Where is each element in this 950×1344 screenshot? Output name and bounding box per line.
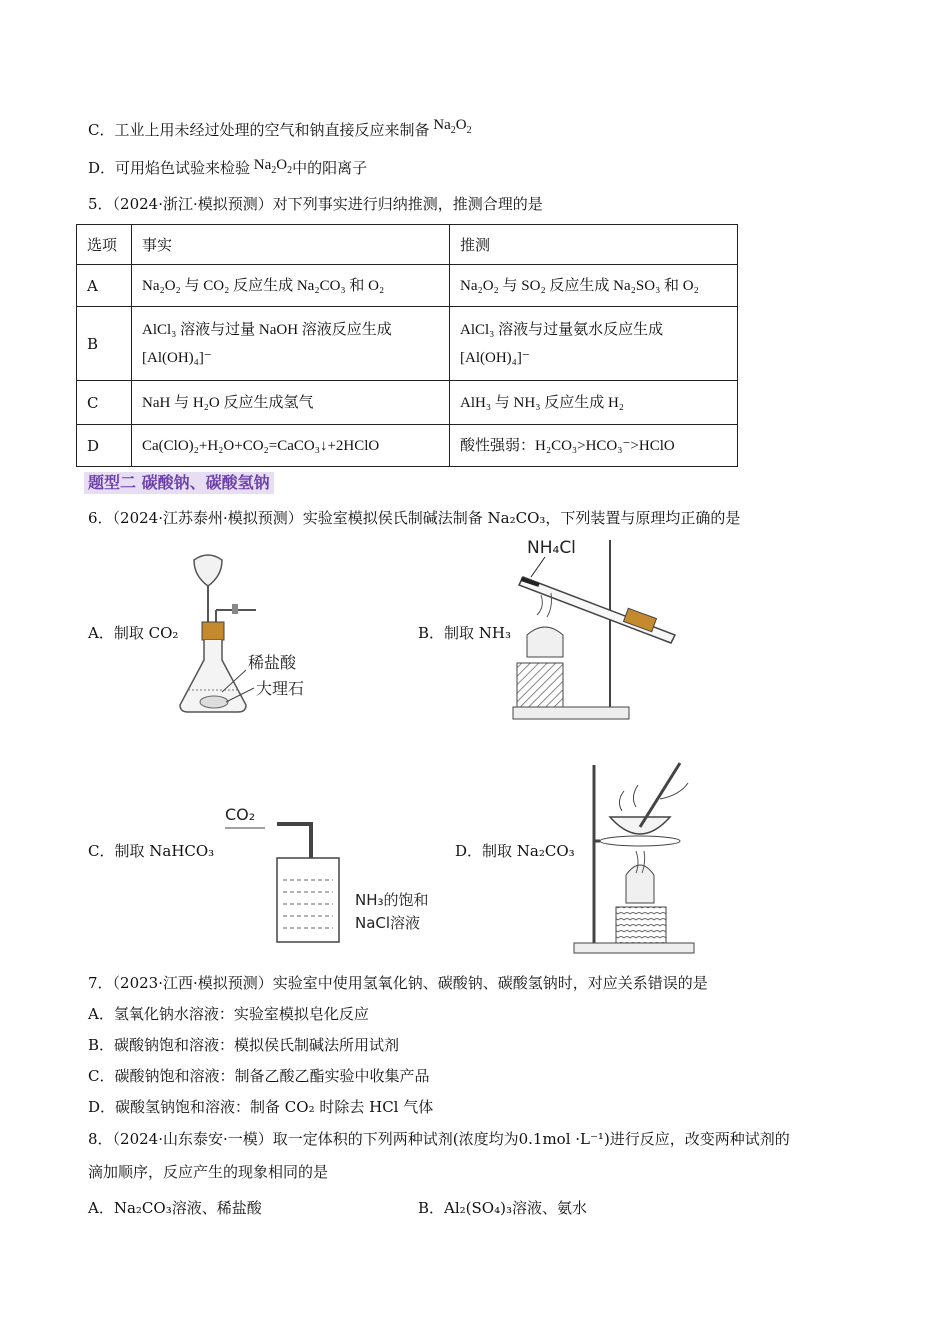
fig-c-label-co2: CO₂	[225, 805, 256, 824]
table-header-cell: 推测	[450, 225, 738, 265]
stand-base-icon	[574, 943, 694, 953]
wooden-block-icon	[616, 907, 666, 943]
q7-option-a: A．氢氧化钠水溶液：实验室模拟皂化反应	[88, 1005, 369, 1023]
table-cell-fact: AlCl₃ 溶液与过量 NaOH 溶液反应生成 [Al(OH)₄]⁻	[132, 307, 450, 381]
q8-stem-line2: 滴加顺序，反应产生的现象相同的是	[88, 1163, 329, 1181]
q8-option-a: A．Na₂CO₃溶液、稀盐酸	[88, 1199, 262, 1217]
q5-table	[76, 224, 738, 467]
table-cell-fact: NaH 与 H₂O 反应生成氢气	[132, 381, 450, 425]
fig-a-label-marble: 大理石	[256, 679, 305, 698]
table-cell-guess: AlH₃ 与 NH₃ 反应生成 H₂	[450, 381, 738, 425]
na2o2-formula: $Na_2O_2$	[250, 157, 293, 176]
ring-support-icon	[600, 836, 680, 846]
q6-option-c: C．制取 NaHCO₃	[88, 842, 215, 860]
na2o2-formula: $Na_2O_2$	[429, 117, 472, 136]
co2-generator-figure	[170, 550, 330, 720]
table-cell-guess: Na₂O₂ 与 SO₂ 反应生成 Na₂SO₃ 和 O₂	[450, 265, 738, 307]
table-row	[77, 381, 738, 425]
stand-base-icon	[513, 707, 629, 719]
q8-stem-line1: 8．（2024·山东泰安·一模）取一定体积的下列两种试剂(浓度均为0.1mol ·L⁻¹)进行反应，改变两种试剂的	[88, 1130, 790, 1148]
table-row	[77, 307, 738, 381]
q4-option-c-text: C．工业上用未经过处理的空气和钠直接反应来制备	[88, 121, 430, 139]
table-cell-opt: C	[77, 381, 132, 425]
q6-option-d: D．制取 Na₂CO₃	[455, 842, 575, 860]
q6-option-b: B．制取 NH₃	[418, 624, 512, 642]
table-row	[77, 425, 738, 467]
q6-option-a: A．制取 CO₂	[88, 624, 179, 642]
nh3-heating-figure	[505, 535, 685, 725]
q4-option-d-suffix: 中的阳离子	[292, 159, 368, 177]
q7-option-d: D．碳酸氢钠饱和溶液：制备 CO₂ 时除去 HCl 气体	[88, 1098, 434, 1116]
q6-stem: 6．（2024·江苏泰州·模拟预测）实验室模拟侯氏制碱法制备 Na₂CO₃，下列装置与原理均正确的是	[88, 509, 741, 527]
fig-c-label-1: NH₃的饱和	[355, 891, 429, 909]
q4-option-d	[88, 158, 367, 185]
table-cell-fact: Na₂O₂ 与 CO₂ 反应生成 Na₂CO₃ 和 O₂	[132, 265, 450, 307]
table-header-cell: 选项	[77, 225, 132, 265]
marble-icon	[200, 696, 228, 708]
q4-option-c	[88, 117, 472, 147]
table-cell-fact: Ca(ClO)₂+H₂O+CO₂=CaCO₃↓+2HClO	[132, 425, 450, 467]
q4-option-d-prefix: D．可用焰色试验来检验	[88, 159, 251, 177]
alcohol-lamp-icon	[626, 865, 654, 903]
q5-stem: 5．（2024·浙江·模拟预测）对下列事实进行归纳推测，推测合理的是	[88, 195, 543, 213]
q8-option-b: B．Al₂(SO₄)₃溶液、氨水	[418, 1199, 587, 1217]
funnel-bulb-icon	[194, 555, 222, 586]
na2co3-heating-figure	[570, 755, 710, 960]
table-cell-opt: A	[77, 265, 132, 307]
table-header-row	[77, 225, 738, 265]
q7-option-b: B．碳酸钠饱和溶液：模拟侯氏制碱法所用试剂	[88, 1036, 400, 1054]
table-cell-guess: 酸性强弱：H₂CO₃>HCO₃⁻>HClO	[450, 425, 738, 467]
section-title: 题型二 碳酸钠、碳酸氢钠	[84, 472, 274, 494]
table-row	[77, 265, 738, 307]
table-header-cell: 事实	[132, 225, 450, 265]
stopcock-icon	[232, 604, 238, 614]
fig-c-label-2: NaCl溶液	[355, 914, 421, 932]
table-cell-guess: AlCl₃ 溶液与过量氨水反应生成 [Al(OH)₄]⁻	[450, 307, 738, 381]
q7-option-c: C．碳酸钠饱和溶液：制备乙酸乙酯实验中收集产品	[88, 1067, 430, 1085]
wooden-block-icon	[517, 663, 563, 707]
nahco3-figure	[215, 800, 455, 950]
fig-a-label-acid: 稀盐酸	[248, 653, 297, 672]
alcohol-lamp-icon	[527, 627, 563, 657]
stopper-icon	[202, 622, 224, 640]
fig-b-label: NH₄Cl	[527, 538, 576, 558]
beaker-icon	[277, 858, 339, 942]
table-cell-opt: B	[77, 307, 132, 381]
table-cell-opt: D	[77, 425, 132, 467]
q7-stem: 7．（2023·江西·模拟预测）实验室中使用氢氧化钠、碳酸钠、碳酸氢钠时，对应关系错误的是	[88, 974, 708, 992]
pointer-line-icon	[531, 557, 545, 577]
